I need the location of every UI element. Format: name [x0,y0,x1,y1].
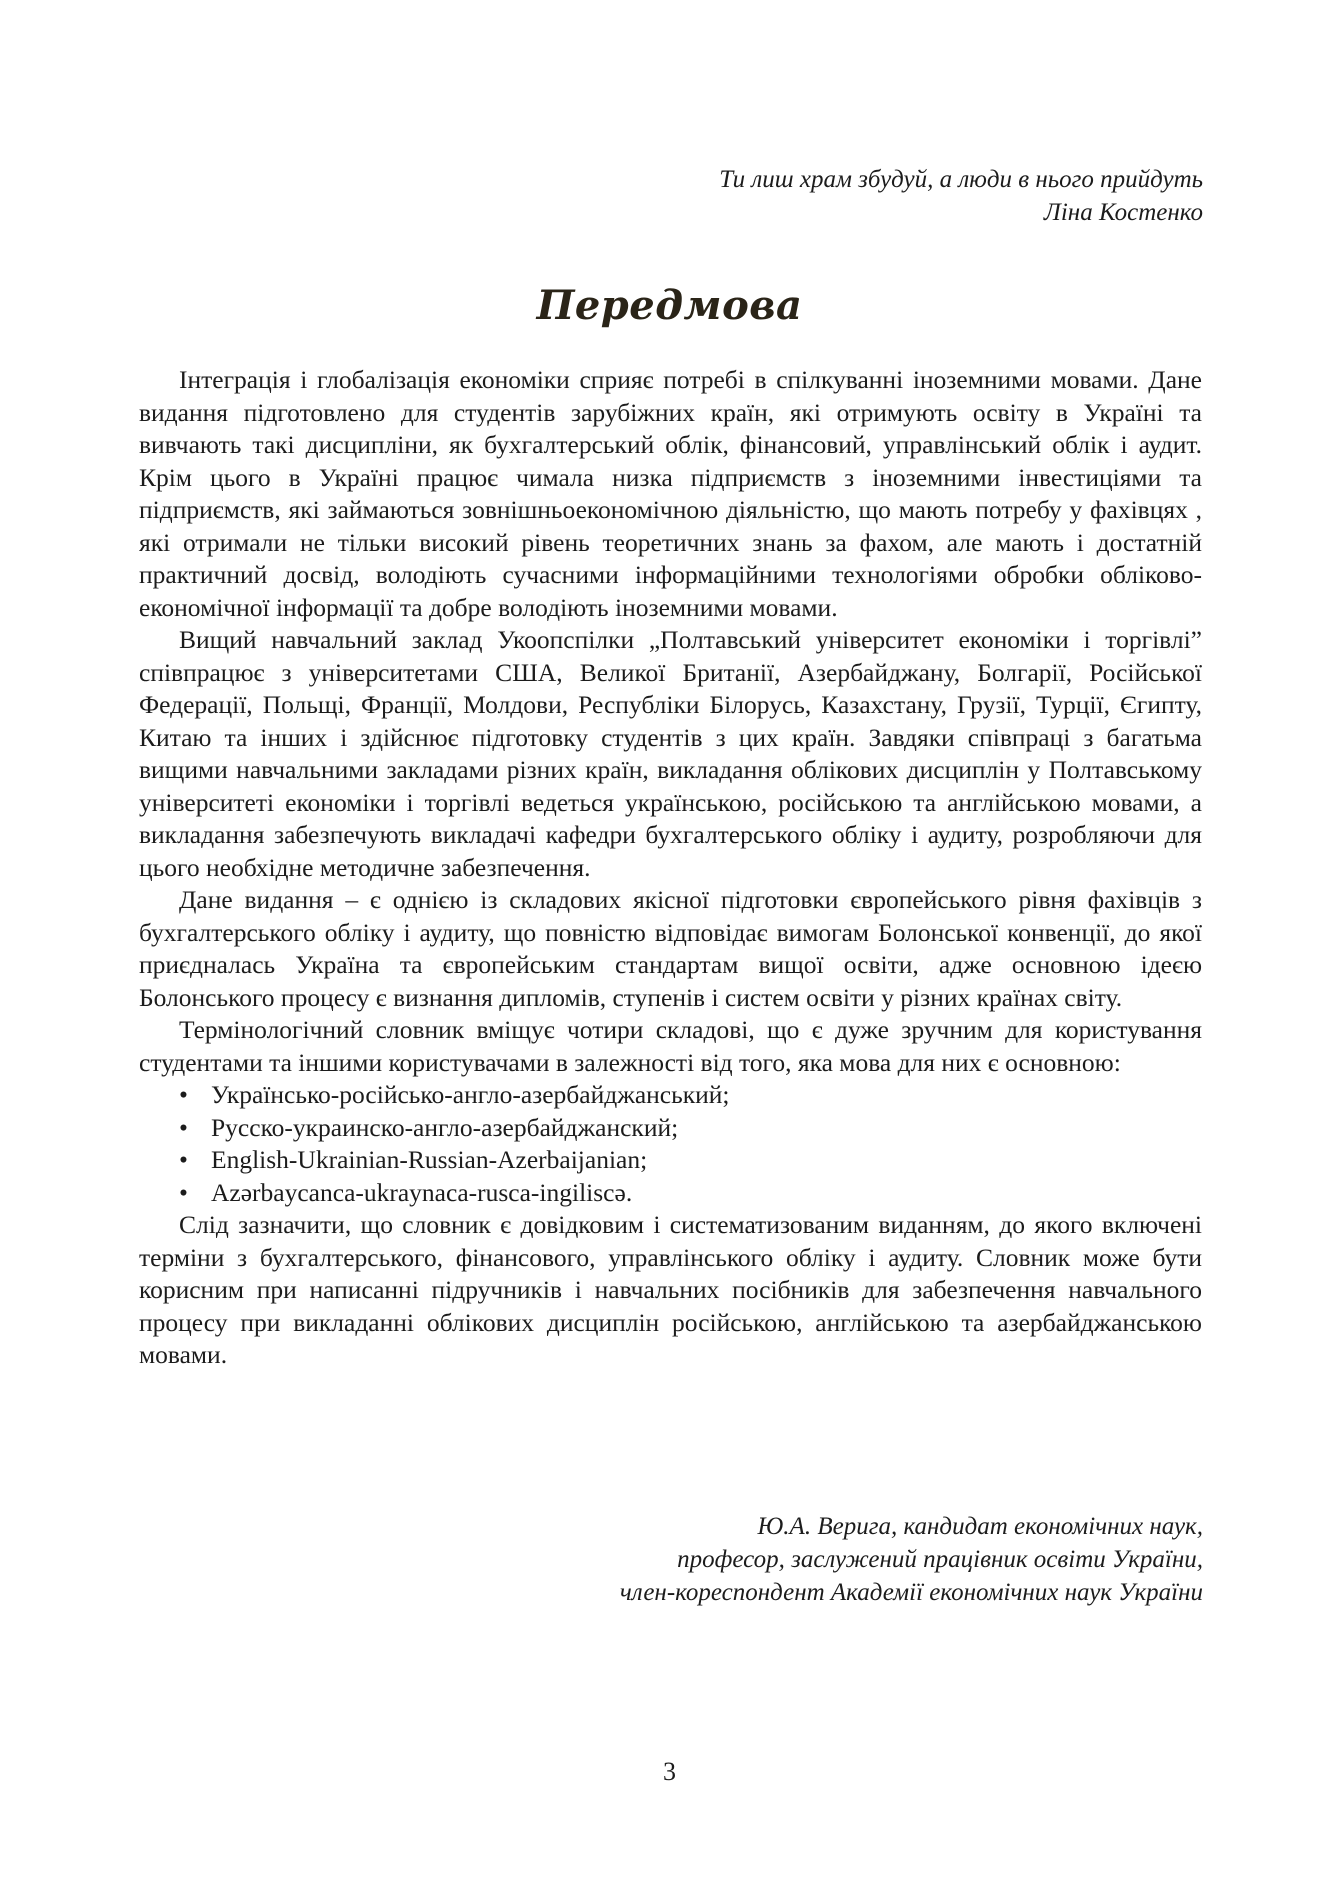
author-signature [620,1510,1203,1609]
paragraph: Дане видання – є однією із складових якісної підготовки європейського рівня фахівців з бухгалтерського обліку і аудиту, що повністю відповідає вимогам Болонської конвенції, до якої приєдналась Україна та європейським стандартам вищої освіти, адже основною ідеєю Болонського процесу є визнання дипломів, ступенів і систем освіти у різних країнах світу. [139,885,1202,1012]
page-title: Передмова [536,282,803,329]
paragraph: Інтеграція і глобалізація економіки сприяє потребі в спілкуванні іноземними мовами. Дане видання підготовлено для студентів зарубіжних країн, які отримують освіту в Україні та вивчають такі дисципліни, як бухгалтерський облік, фінансовий, управлінський облік і аудит. Крім цього в Україні працює чимала низка підприємств з іноземними інвестиціями та підприємств, які займаються зовнішньоекономічною діяльністю, що мають потребу у фахівцях , які отримали не тільки високий рівень теоретичних знань за фахом, але мають і достатній практичний досвід, володіють сучасними інформаційними технологіями обробки обліково-економічної інформації та добре володіють іноземними мовами. [139,365,1202,622]
list-item-text: Русско-украинско-англо-азербайджанский; [211,1112,679,1142]
closing-paragraph: Слід зазначити, що словник є довідковим і систематизованим виданням, до якого включені терміни з бухгалтерського, фінансового, управлінського обліку і аудиту. Словник може бути корисним при написанні підручників і навчальних посібників для забезпечення навчального процесу при викладанні облікових дисциплін російською, англійською та азербайджанською мовами. [139,1210,1202,1369]
list-item-text: Українсько-російсько-англо-азербайджанський; [211,1080,730,1109]
list-item-text: English-Ukrainian-Russian-Azerbaijanian; [211,1145,648,1174]
page-number: 3 [663,1757,676,1786]
bullet-icon: • [179,1080,188,1109]
epigraph-quote: Ти лиш храм збудуй, а люди в нього прийдуть [719,166,1203,193]
paragraph: Вищий навчальний заклад Укоопспілки „Полтавський університет економіки і торгівлі” співпрацює з університетами США, Великої Британії, Азербайджану, Болгарії, Російської Федерації, Польщі, Франції, Молдови, Республіки Білорусь, Казахстану, Грузії, Турції, Єгипту, Китаю та інших і здійснює підготовку студентів з цих країн. Завдяки співпраці з багатьма вищими навчальними закладами різних країн, викладання облікових дисциплін у Полтавському університеті економіки і торгівлі ведеться українською, російською та англійською мовами, а викладання забезпечують викладачі кафедри бухгалтерського обліку і аудиту, розробляючи для цього необхідне методичне забезпечення. [139,625,1202,882]
preface-body [139,364,1202,1372]
list-item [139,1177,1202,1210]
bullet-icon: • [179,1177,188,1207]
epigraph [719,163,1203,229]
signature-line: Ю.А. Верига, кандидат економічних наук, [757,1513,1203,1540]
signature-line: член-кореспондент Академії економічних наук України [619,1579,1203,1606]
list-item [139,1112,1202,1145]
list-item-text: Azərbaycanca-ukraynaca-rusca-ingilisсə. [211,1177,633,1207]
dictionary-parts-list [139,1079,1202,1209]
paragraph: Термінологічний словник вміщує чотири складові, що є дуже зручним для користування студентами та іншими користувачами в залежності від того, яка мова для них є основною: [139,1015,1202,1077]
list-item [139,1144,1202,1177]
signature-line: професор, заслужений працівник освіти України, [677,1546,1203,1573]
list-item [139,1079,1202,1112]
bullet-icon: • [179,1112,188,1142]
bullet-icon: • [179,1145,188,1174]
epigraph-author: Ліна Костенко [1043,199,1203,226]
